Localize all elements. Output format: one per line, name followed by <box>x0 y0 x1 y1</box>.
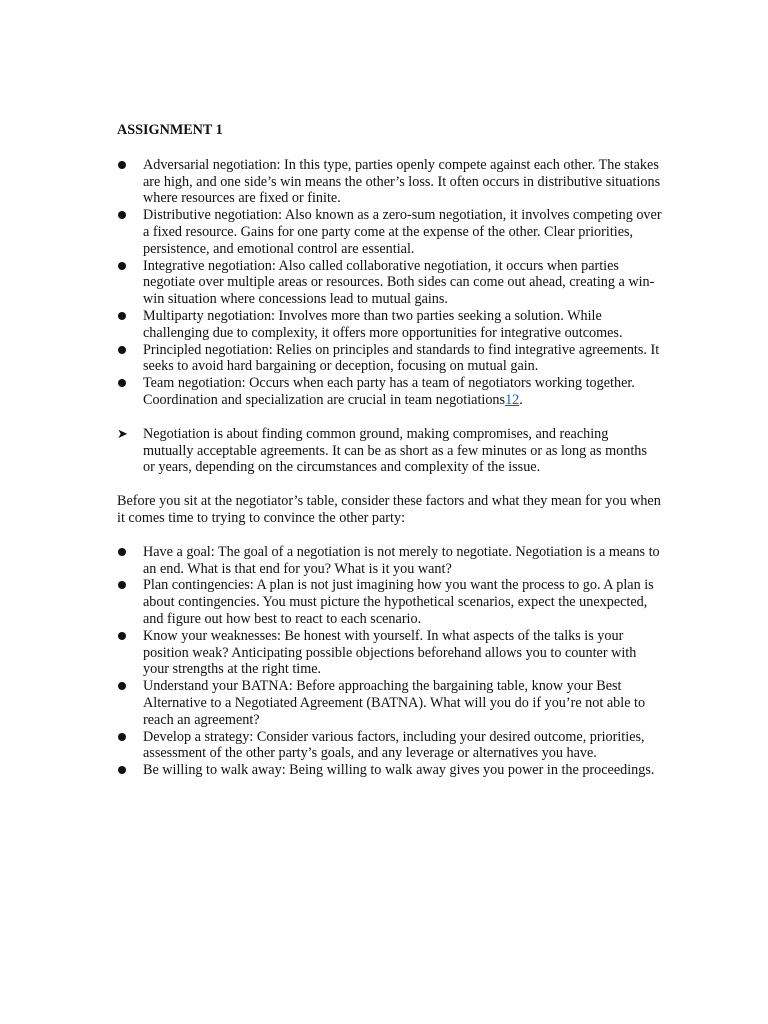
list-item: Plan contingencies: A plan is not just imagining how you want the process to go. A plan is about contingencies. You must picture the hypothetical scenarios, expect the unexpected, and figure out how best to react to each scenario. <box>117 577 662 627</box>
list-item: Know your weaknesses: Be honest with yourself. In what aspects of the talks is your position weak? Anticipating possible objections beforehand allows you to counter with your strengths at the right time. <box>117 628 662 678</box>
bullet-icon <box>118 682 126 690</box>
bullet-icon <box>118 312 126 320</box>
bullet-icon <box>118 548 126 556</box>
list-item: Have a goal: The goal of a negotiation is not merely to negotiate. Negotiation is a means to an end. What is that end for you? What is it you want? <box>117 544 662 578</box>
arrow-list <box>117 426 662 476</box>
bullet-icon <box>118 632 126 640</box>
list-item: Understand your BATNA: Before approaching the bargaining table, know your Best Alternative to a Negotiated Agreement (BATNA). What will you do if you’re not able to reach an agreement? <box>117 678 662 728</box>
arrow-bullet-icon: ➤ <box>117 425 128 441</box>
list-item: ➤ Negotiation is about finding common ground, making compromises, and reaching mutually acceptable agreements. It can be as short as a few minutes or as long as months or years, depending on the circumstances and complexity of the issue. <box>117 425 647 476</box>
bullet-icon <box>118 211 126 219</box>
citation-link[interactable]: 12 <box>505 391 520 408</box>
list-item: Integrative negotiation: Also called collaborative negotiation, it occurs when parties negotiate over multiple areas or resources. Both sides can come out ahead, creating a win-win situation where concessions lead to mutual gains. <box>117 258 662 308</box>
list-item: Distributive negotiation: Also known as a zero-sum negotiation, it involves competing over a fixed resource. Gains for one party come at the expense of the other. Clear priorities, persistence, and emotional control are essential. <box>117 207 662 257</box>
list-item: Team negotiation: Occurs when each party has a team of negotiators working together. Coordination and specialization are crucial in team negotiations12. <box>117 375 662 409</box>
intro-paragraph: Before you sit at the negotiator’s table, consider these factors and what they mean for you when it comes time to trying to convince the other party: <box>117 493 661 526</box>
bullet-icon <box>118 379 126 387</box>
bullet-icon <box>118 346 126 354</box>
factors-list <box>117 544 662 779</box>
list-item: Principled negotiation: Relies on principles and standards to find integrative agreements. It seeks to avoid hard bargaining or deception, focusing on mutual gain. <box>117 342 662 376</box>
document-body <box>117 122 662 779</box>
list-item: Be willing to walk away: Being willing to walk away gives you power in the proceedings. <box>117 762 662 779</box>
negotiation-types-list <box>117 157 662 409</box>
list-item: Develop a strategy: Consider various factors, including your desired outcome, priorities, assessment of the other party’s goals, and any leverage or alternatives you have. <box>117 729 662 763</box>
bullet-icon <box>118 766 126 774</box>
list-item: Multiparty negotiation: Involves more than two parties seeking a solution. While challenging due to complexity, it offers more opportunities for integrative outcomes. <box>117 308 662 342</box>
document-title: ASSIGNMENT 1 <box>117 122 223 138</box>
bullet-icon <box>118 581 126 589</box>
bullet-icon <box>118 262 126 270</box>
bullet-icon <box>118 733 126 741</box>
list-item: Adversarial negotiation: In this type, parties openly compete against each other. The stakes are high, and one side’s win means the other’s loss. It often occurs in distributive situations where resources are fixed or finite. <box>117 157 662 207</box>
bullet-icon <box>118 161 126 169</box>
